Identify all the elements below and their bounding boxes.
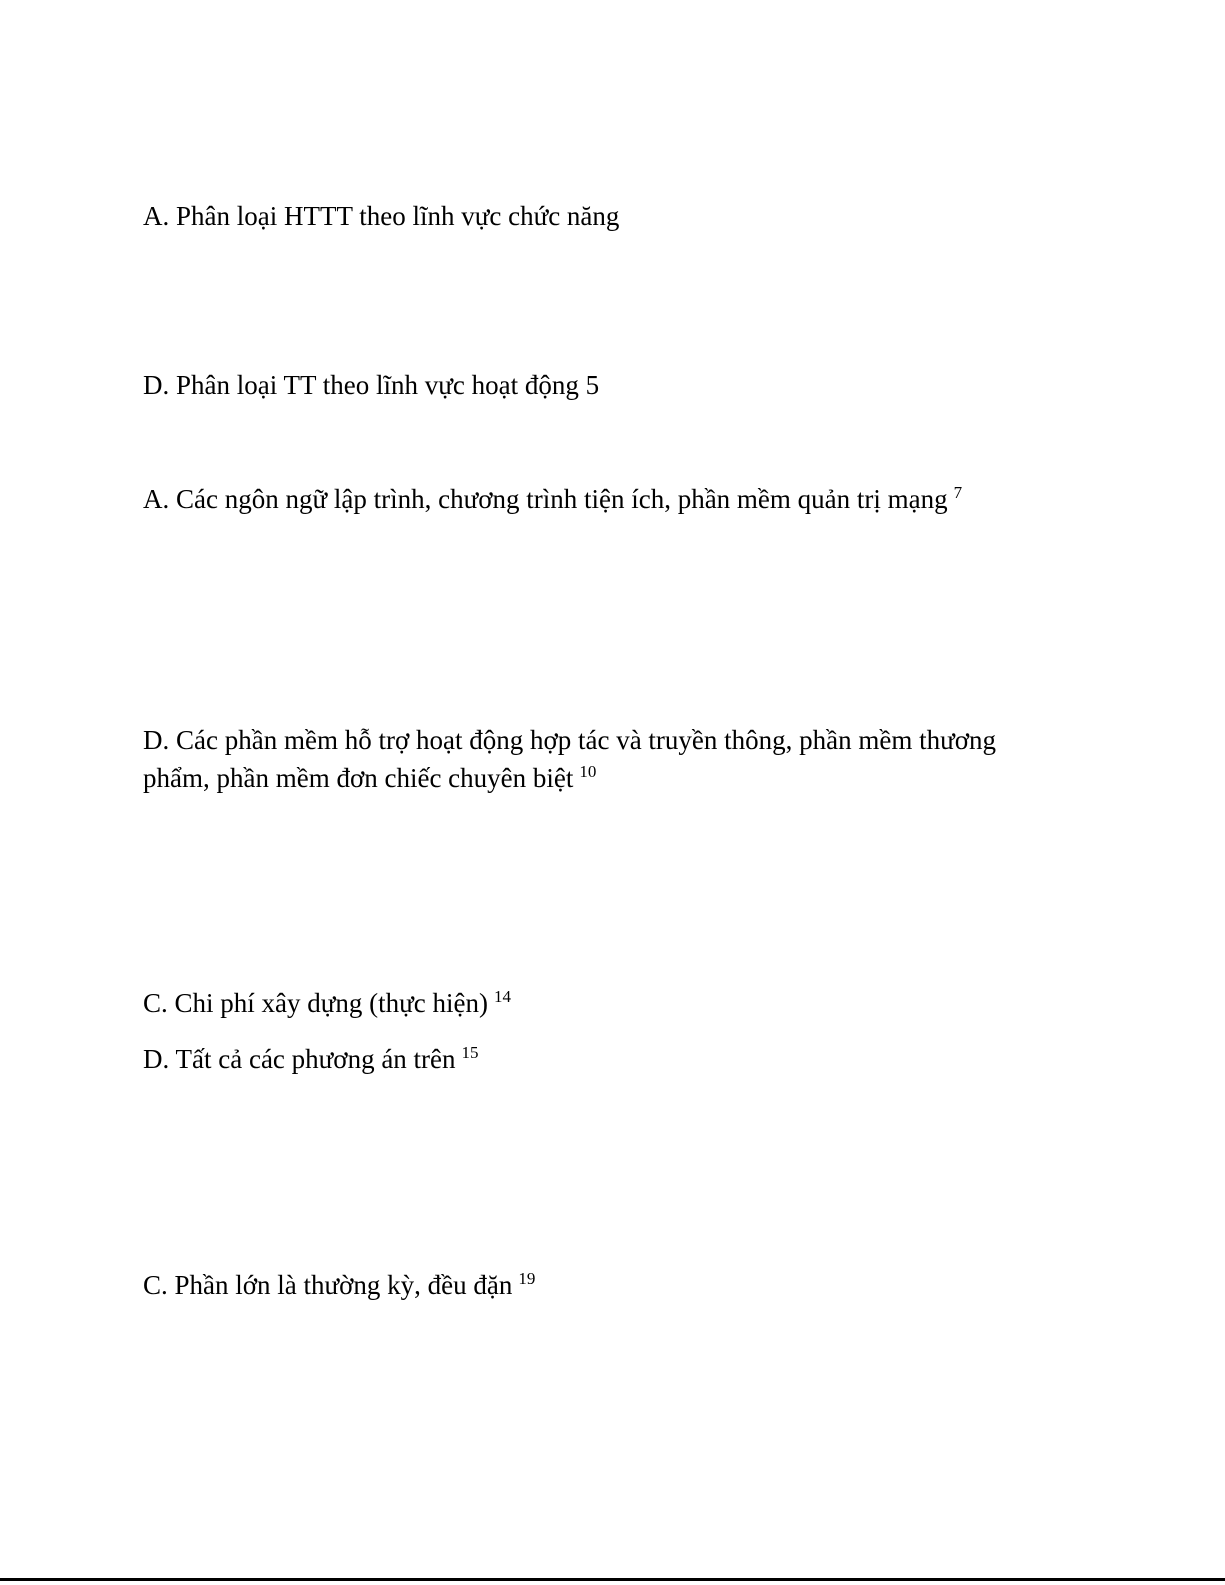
footnote-reference: 19 (518, 1269, 536, 1288)
answer-option-line (143, 197, 619, 235)
answer-option-line (143, 1040, 479, 1078)
answer-option-text: D. Phân loại TT theo lĩnh vực hoạt động 5 (143, 370, 600, 400)
answer-option-line (143, 480, 962, 518)
answer-option-line (143, 1266, 535, 1304)
answer-option-text: A. Phân loại HTTT theo lĩnh vực chức năng (143, 201, 620, 231)
answer-option-line (143, 984, 511, 1022)
answer-option-text: C. Phần lớn là thường kỳ, đều đặn (143, 1270, 513, 1300)
footnote-reference: 14 (493, 987, 511, 1006)
answer-option-text: C. Chi phí xây dựng (thực hiện) (143, 988, 488, 1018)
page-bottom-border (0, 1578, 1225, 1581)
answer-option-text: D. Các phần mềm hỗ trợ hoạt động hợp tác và truyền thông, phần mềm thương phẩm, phần mềm đơn chiếc chuyên biệt (143, 725, 997, 793)
answer-option-line (143, 366, 599, 404)
answer-option-text: A. Các ngôn ngữ lập trình, chương trình tiện ích, phần mềm quản trị mạng (143, 484, 948, 514)
answer-option-line (143, 721, 1043, 797)
footnote-reference: 10 (579, 762, 597, 781)
footnote-reference: 7 (953, 483, 963, 502)
footnote-reference: 15 (461, 1043, 479, 1062)
answer-option-text: D. Tất cả các phương án trên (143, 1044, 456, 1074)
